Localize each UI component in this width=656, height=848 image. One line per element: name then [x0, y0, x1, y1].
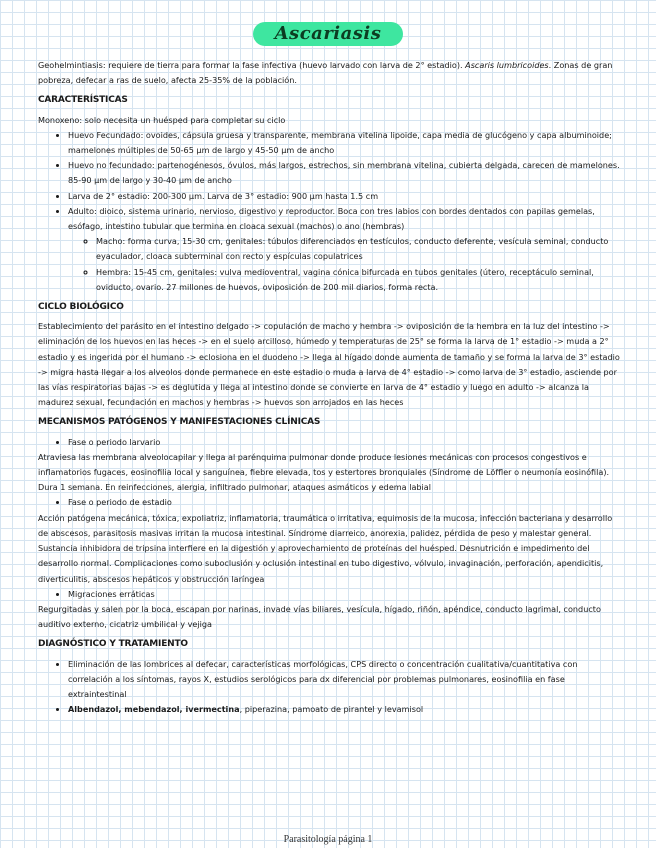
title-container — [0, 22, 656, 46]
treatment-drugs: Albendazol, mebendazol, ivermectina — [68, 704, 240, 715]
list-item: • Fase o periodo larvario — [68, 435, 620, 450]
adulto-sublist — [68, 234, 620, 295]
intro-text-2: . Zonas de gran pobreza, defecar a ras de suelo, afecta 25-35% de la población. — [38, 60, 613, 86]
list-item: • Huevo Fecundado: ovoides, cápsula gruesa y transparente, membrana vitelina lipoide, capa media de glucógeno y capa albuminoide; mamelones múltiples de 50-65 µm de largo y 45-50 µm de ancho — [68, 128, 620, 158]
list-item: ◦ Macho: forma curva, 15-30 cm, genitales: túbulos diferenciados en testículos, conducto deferente, vesícula seminal, conducto eyaculador, cloaca subterminal con recto y espículas copulatrices — [96, 234, 620, 264]
intro-text: Geohelmintiasis: requiere de tierra para formar la fase infectiva (huevo larvado con larva de 2° estadio). — [38, 60, 466, 70]
phase2-text: Acción patógena mecánica, tóxica, expoliatriz, inflamatoria, traumática o irritativa, equimosis de la mucosa, infección bacteriana y desarrollo de abscesos, parasitosis masivas irritan la mucosa intestinal. Síndrome diarreico, anorexia, palidez, pérdida de peso y malestar general. Sustancia inhibidora de tripsina interfiere en la digestión y aprovechamiento de proteínas del huésped. Desnutrición e impedimento del desarrollo normal. Complicaciones como suboclusión y oclusión intestinal en tubo digestivo, vólvulo, invaginación, perforación, apendicitis, diverticulitis, abscesos hepáticos y obstrucción laríngea — [38, 512, 613, 584]
list-item: ◦ Hembra: 15-45 cm, genitales: vulva medioventral, vagina cónica bifurcada en tubos genitales (útero, receptáculo seminal, oviducto, ovario. 27 millones de huevos, oviposición de 200 mil diarios, forma recta. — [96, 265, 620, 295]
phase2-list — [38, 495, 620, 510]
heading-ciclo: CICLO BIOLÓGICO — [38, 302, 124, 313]
adulto-text: Adulto: dioico, sistema urinario, nervioso, digestivo y reproductor. Boca con tres labios con bordes dentados con papilas gemelas, esófago, intestino tubular que termina en cloaca sexual (machos) o ano (hembras) — [68, 205, 595, 232]
list-item — [68, 702, 620, 717]
list-item: • Larva de 2° estadio: 200-300 µm. Larva de 3° estadio: 900 µm hasta 1.5 cm — [68, 189, 620, 204]
page-title: Ascariasis — [253, 22, 404, 46]
phase1-list — [38, 435, 620, 450]
list-item: • Huevo no fecundado: partenogénesos, óvulos, más largos, estrechos, sin membrana vitelina, cubierta delgada, carecen de mamelones. 85-90 µm de largo y 30-40 µm de ancho — [68, 158, 620, 188]
list-item: • Fase o periodo de estadio — [68, 495, 620, 510]
treatment-rest: , piperazina, pamoato de pirantel y levamisol — [239, 704, 424, 715]
list-item: • Migraciones erráticas — [68, 587, 620, 602]
heading-diagnostico: DIAGNÓSTICO Y TRATAMIENTO — [38, 639, 188, 650]
monoxeno-text: Monoxeno: solo necesita un huésped para completar su ciclo — [38, 114, 286, 125]
diagnostico-list — [38, 657, 620, 718]
heading-caracteristicas: CARACTERÍSTICAS — [38, 95, 128, 106]
intro-species: Ascaris lumbricoides — [465, 60, 549, 70]
page-footer: Parasitología página 1 — [283, 834, 373, 845]
list-item — [68, 204, 620, 295]
caracteristicas-list — [38, 128, 620, 295]
list-item: • Eliminación de las lombrices al defecar, características morfológicas, CPS directo o concentración cualitativa/cuantitativa con correlación a los síntomas, rayos X, estudios serológicos para dx diferencial por problemas pulmonares, eosinofilia en fase extraintestinal — [68, 657, 620, 703]
ciclo-text: Establecimiento del parásito en el intestino delgado -> copulación de macho y hembra -> oviposición de la hembra en la luz del intestino -> eliminación de los huevos en las heces -> en el suelo arcilloso, húmedo y temperaturas de 25° se forma la larva de 1° estadio -> muda a 2° estadio y es ingerida por el humano -> eclosiona en el duodeno -> llega al hígado donde aumenta de tamaño y se forma la larva de 3° estadio -> migra hasta llegar a los alveolos donde permanece en este estadio o muda a larva de 4° estadio -> como larva de 3° estadio, asciende por las vías respiratorias bajas -> es deglutida y llega al intestino donde se convierte en larva de 4° estadio y luego en adulto -> alcanza la madurez sexual, fecundación en machos y hembras -> huevos son arrojados en las heces — [38, 321, 620, 408]
phase3-list — [38, 587, 620, 602]
note-content — [38, 58, 620, 717]
phase3-text: Regurgitadas y salen por la boca, escapan por narinas, invade vías biliares, vesícula, hígado, riñón, apéndice, conducto lagrimal, conducto auditivo externo, cicatriz umbilical y vejiga — [38, 603, 601, 630]
intro-paragraph — [38, 58, 620, 88]
heading-mecanismos: MECANISMOS PATÓGENOS Y MANIFESTACIONES CLÍNICAS — [38, 417, 321, 428]
phase1-text: Atraviesa las membrana alveolocapilar y llega al parénquima pulmonar donde produce lesiones mecánicas con procesos congestivos e inflamatorios fugaces, eosinofilia local y sanguínea, fiebre elevada, tos y estertores bronquiales (Síndrome de Löffler o neumonía eosinófila). Dura 1 semana. En reinfecciones, alergia, infiltrado pulmonar, ataques asmáticos y edema labial — [38, 451, 610, 493]
